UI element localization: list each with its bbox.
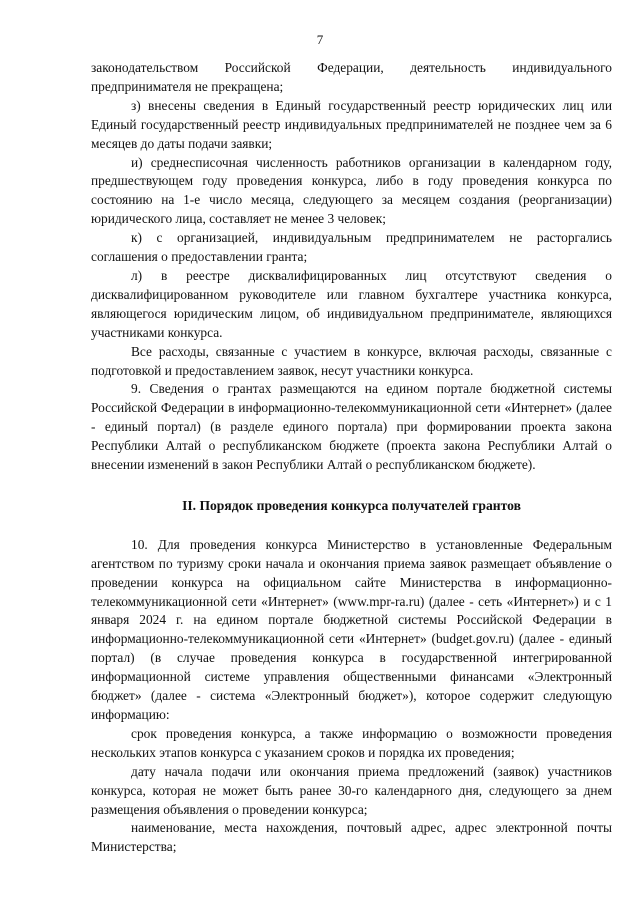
- section-heading: II. Порядок проведения конкурса получателей грантов: [182, 497, 521, 513]
- paragraph: дату начала подачи или окончания приема предложений (заявок) участников конкурса, которая не может быть ранее 30-го календарного дня, следующего за днем размещения объявления о проведении конкурса;: [91, 763, 612, 817]
- paragraph: к) с организацией, индивидуальным предпринимателем не расторгались соглашения о предоставлении гранта;: [91, 230, 612, 265]
- paragraph: законодательством Российской Федерации, деятельность индивидуального предпринимателя не прекращена;: [91, 60, 612, 94]
- paragraph: срок проведения конкурса, а также информацию о возможности проведения нескольких этапов конкурса с указанием сроков и порядка их проведения;: [91, 725, 612, 760]
- paragraph: и) среднесписочная численность работников организации в календарном году, предшествующем году проведения конкурса, либо в году проведения конкурса по состоянию на 1-е число месяца, следующего за месяцем создания (реорганизации) юридического лица, составляет не менее 3 человек;: [91, 154, 612, 227]
- page-number: 7: [316, 32, 324, 47]
- paragraph: наименование, места нахождения, почтовый адрес, адрес электронной почты Министерства;: [91, 820, 612, 855]
- paragraph: Все расходы, связанные с участием в конкурсе, включая расходы, связанные с подготовкой и предоставлением заявок, несут участники конкурса.: [91, 343, 612, 378]
- document-body: [91, 59, 612, 857]
- paragraph: 9. Сведения о грантах размещаются на едином портале бюджетной системы Российской Федерации в информационно-телекоммуникационной сети «Интернет» (далее - единый портал) (в разделе единого портала) при формировании проекта закона Республики Алтай о республиканском бюджете (проекта закона Республики Алтай о внесении изменений в закон Республики Алтай о республиканском бюджете).: [91, 381, 612, 473]
- paragraph: з) внесены сведения в Единый государственный реестр юридических лиц или Единый государственный реестр индивидуальных предпринимателей не позднее чем за 6 месяцев до даты подачи заявки;: [91, 97, 612, 151]
- paragraph: 10. Для проведения конкурса Министерство в установленные Федеральным агентством по туризму сроки начала и окончания приема заявок размещает объявление о проведении конкурса на официальном сайте Министерства в информационно-телекоммуникационной сети «Интернет» (www.mpr-ra.ru) (далее - сеть «Интернет») и с 1 января 2024 г. на едином портале бюджетной системы Российской Федерации в информационно-телекоммуникационной сети «Интернет» (budget.gov.ru) (далее - единый портал) (в случае проведения конкурса в государственной интегрированной информационной системе управления общественными финансами «Электронный бюджет» (далее - система «Электронный бюджет»), которое содержит следующую информацию:: [91, 536, 612, 722]
- paragraph: л) в реестре дисквалифицированных лиц отсутствуют сведения о дисквалифицированном руководителе или главном бухгалтере участника конкурса, являющегося юридическим лицом, об индивидуальном предпринимателе, являющихся участниками конкурса.: [91, 267, 612, 340]
